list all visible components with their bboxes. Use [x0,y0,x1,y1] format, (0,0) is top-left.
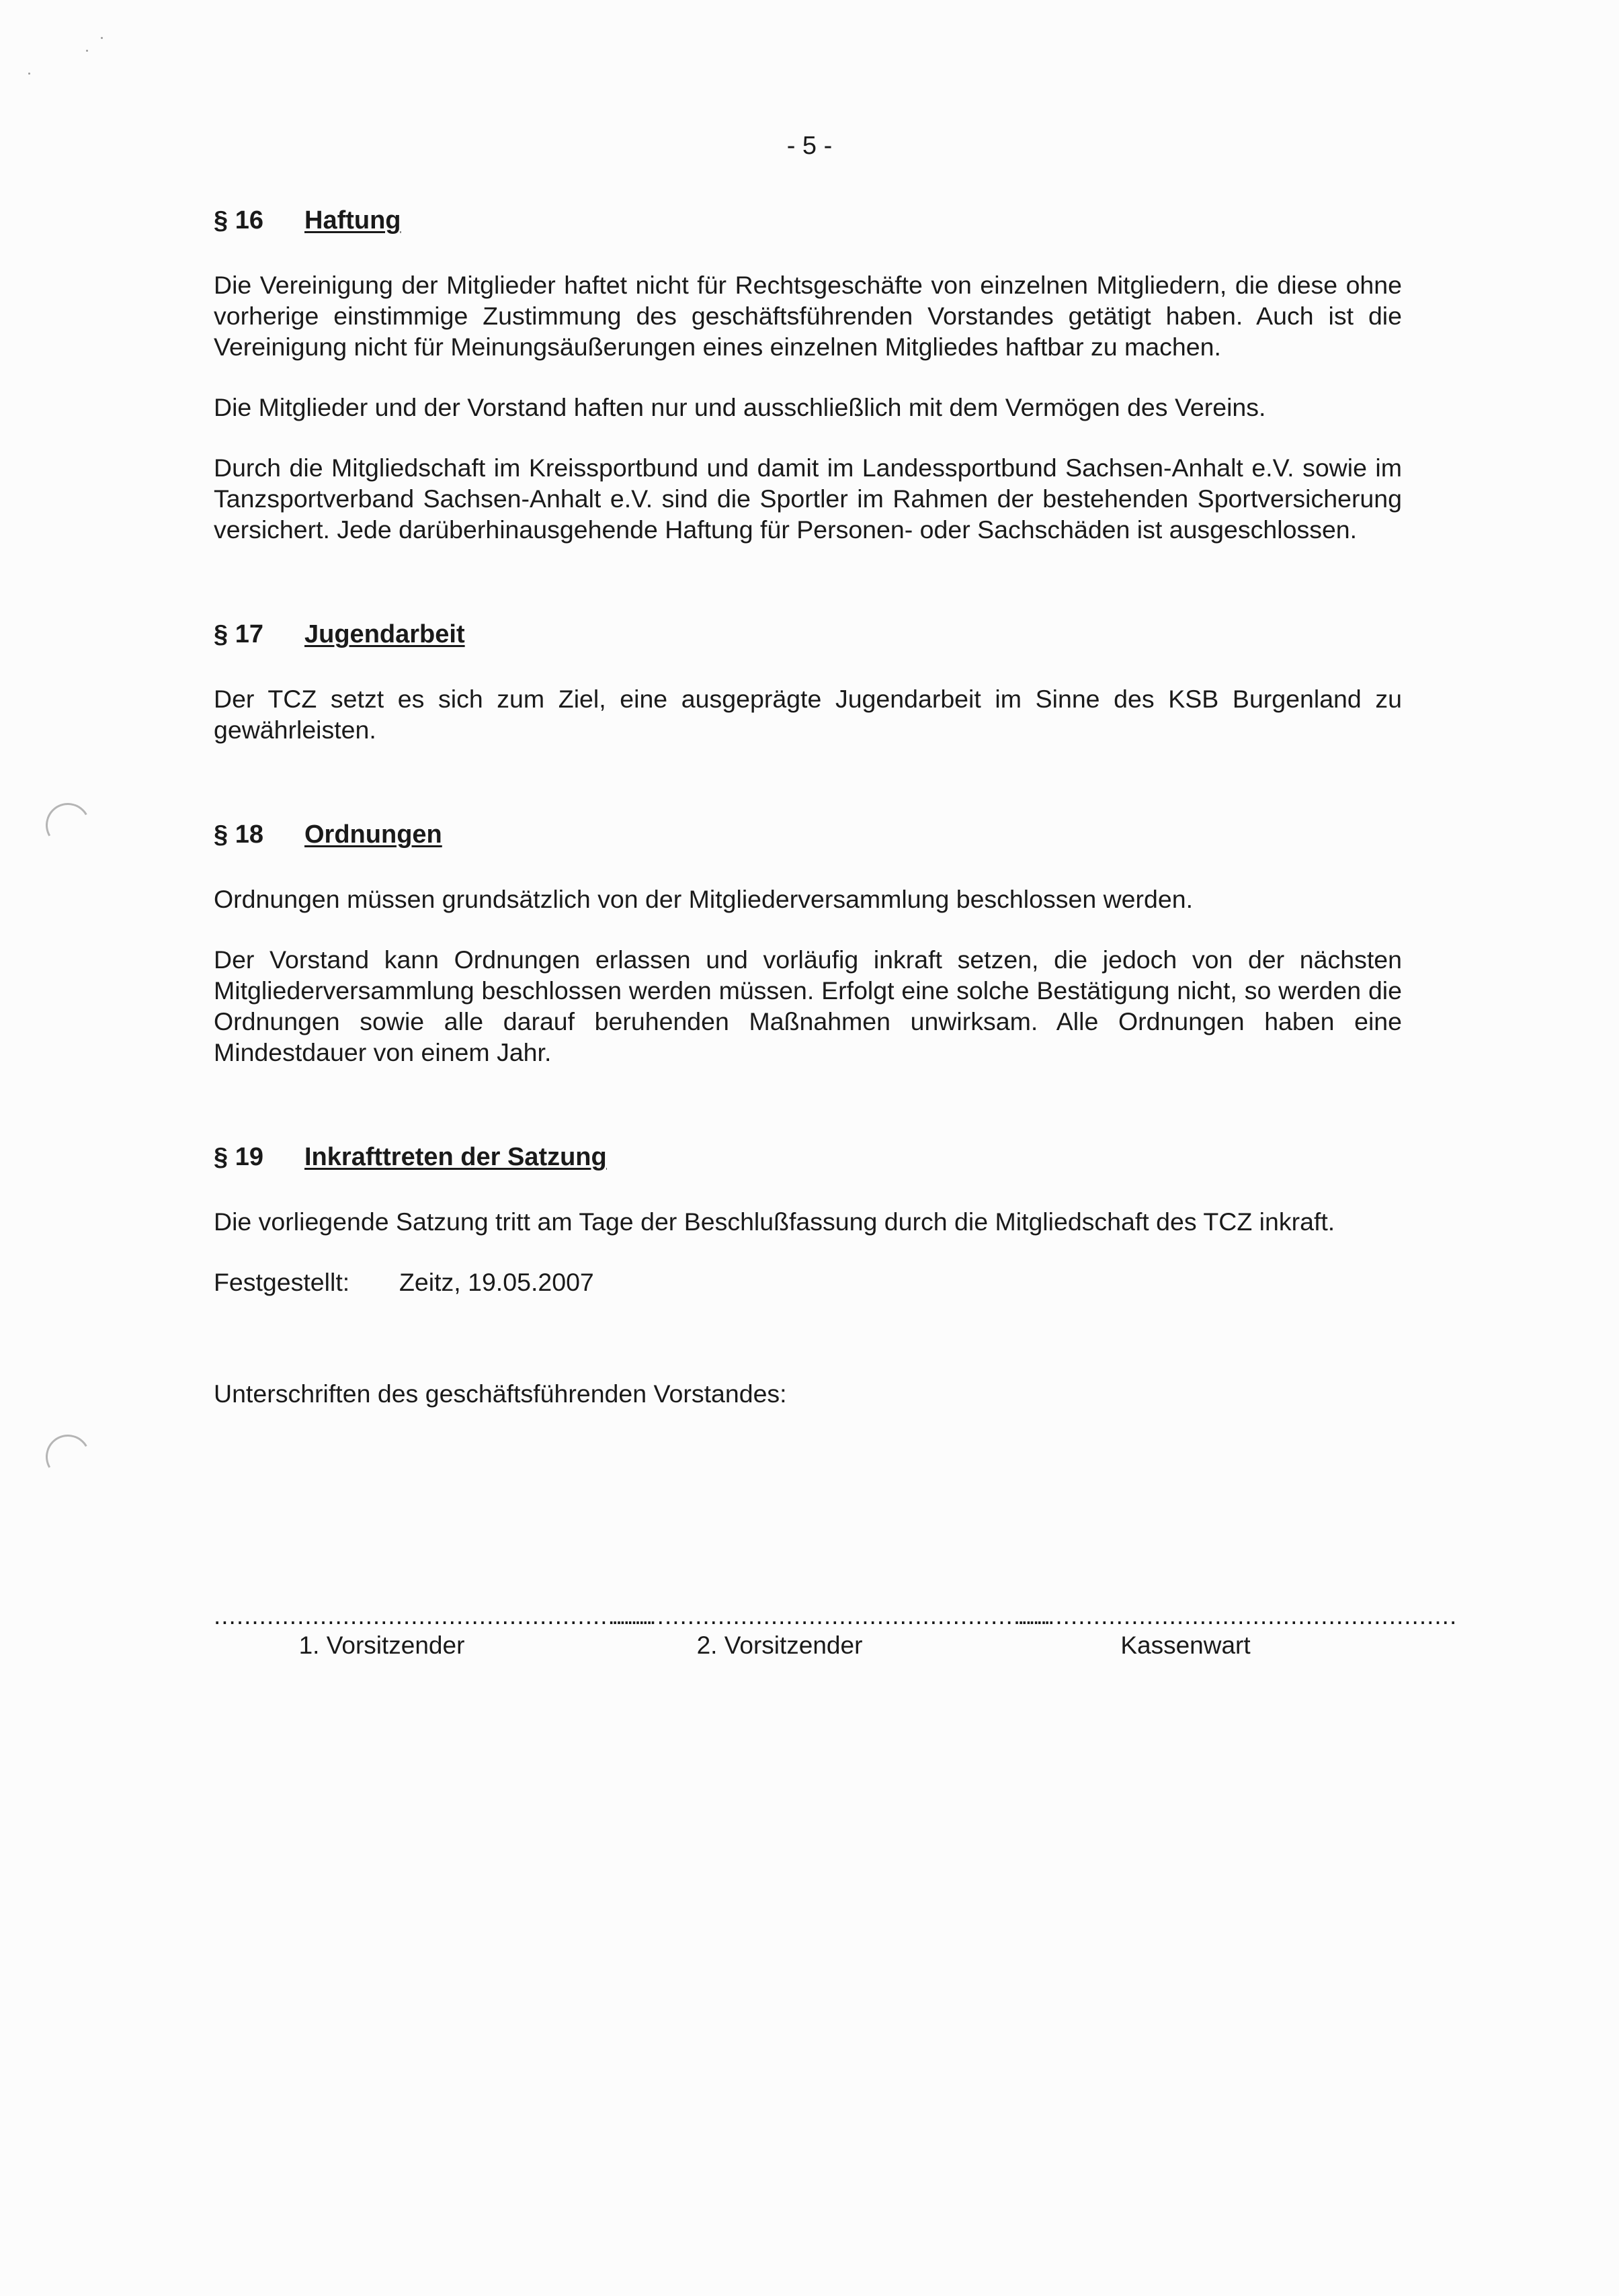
signature-line: .......................................................... [612,1602,1052,1629]
page-number: - 5 - [786,132,833,160]
signature-role: Kassenwart [1120,1631,1251,1659]
signature-field-1 [214,1602,654,1660]
festgestellt-line [214,1267,1402,1298]
paragraph: Die Mitglieder und der Vorstand haften nur und ausschließlich mit dem Vermögen des Vereins. [214,393,1266,421]
scan-speck [86,50,88,52]
section-heading [214,205,1402,236]
section-title: Inkrafttreten der Satzung [304,1143,607,1171]
punch-hole-mark [41,798,95,853]
paragraph: Ordnungen müssen grundsätzlich von der Mitgliederversammlung beschlossen werden. [214,885,1194,913]
paragraph: Der TCZ setzt es sich zum Ziel, eine ausgeprägte Jugendarbeit im Sinne des KSB Burgenland zu gewährleisten. [214,685,1402,744]
section-16 [214,205,1402,545]
section-number: § 19 [214,1143,263,1171]
signature-field-2 [612,1602,1052,1660]
section-title: Jugendarbeit [304,620,465,648]
section-number: § 17 [214,620,263,648]
paragraph: Die Vereinigung der Mitglieder haftet nicht für Rechtsgeschäfte von einzelnen Mitgliedern, die diese ohne vorherige einstimmige Zustimmung des geschäftsführenden Vorstandes getätigt haben. Auch ist die Vereinigung nicht für Meinungsäußerungen eines einzelnen Mitgliedes haftbar zu machen. [214,271,1402,361]
section-heading [214,819,1402,850]
section-18 [214,819,1402,1068]
paragraph: Durch die Mitgliedschaft im Kreissportbund und damit im Landessportbund Sachsen-Anhalt e.V. sowie im Tanzsportverband Sachsen-Anhalt e.V. sind die Sportler im Rahmen der bestehenden Sportversicherung versichert. Jede darüberhinausgehende Haftung für Personen- oder Sachschäden ist ausgeschlossen. [214,454,1402,544]
section-number: § 16 [214,206,263,235]
signature-line: .......................................................... [214,1602,654,1629]
festgestellt-value: Zeitz, 19.05.2007 [399,1268,594,1296]
section-heading [214,619,1402,650]
punch-hole-mark [41,1430,95,1484]
section-19 [214,1142,1402,1237]
festgestellt-label: Festgestellt: [214,1268,350,1296]
document-body [214,205,1402,1439]
paragraph: Die vorliegende Satzung tritt am Tage der Beschlußfassung durch die Mitgliedschaft des TCZ inkraft. [214,1207,1335,1236]
section-title: Ordnungen [304,820,442,849]
signatures-intro: Unterschriften des geschäftsführenden Vorstandes: [214,1379,787,1408]
scan-speck [101,37,103,39]
section-number: § 18 [214,820,263,849]
signature-role: 2. Vorsitzender [696,1631,863,1659]
signature-role: 1. Vorsitzender [298,1631,465,1659]
signature-line: .......................................................... [1018,1602,1458,1629]
section-title: Haftung [304,206,401,235]
section-heading [214,1142,1402,1173]
section-17 [214,619,1402,745]
signature-field-3 [1018,1602,1458,1660]
signature-block [214,1602,1458,1680]
scan-speck [28,73,30,75]
paragraph: Der Vorstand kann Ordnungen erlassen und vorläufig inkraft setzen, die jedoch von der nächsten Mitgliederversammlung beschlossen werden müssen. Erfolgt eine solche Bestätigung nicht, so werden die Ordnungen sowie alle darauf beruhenden Maßnahmen unwirksam. Alle Ordnungen haben eine Mindestdauer von einem Jahr. [214,945,1402,1066]
